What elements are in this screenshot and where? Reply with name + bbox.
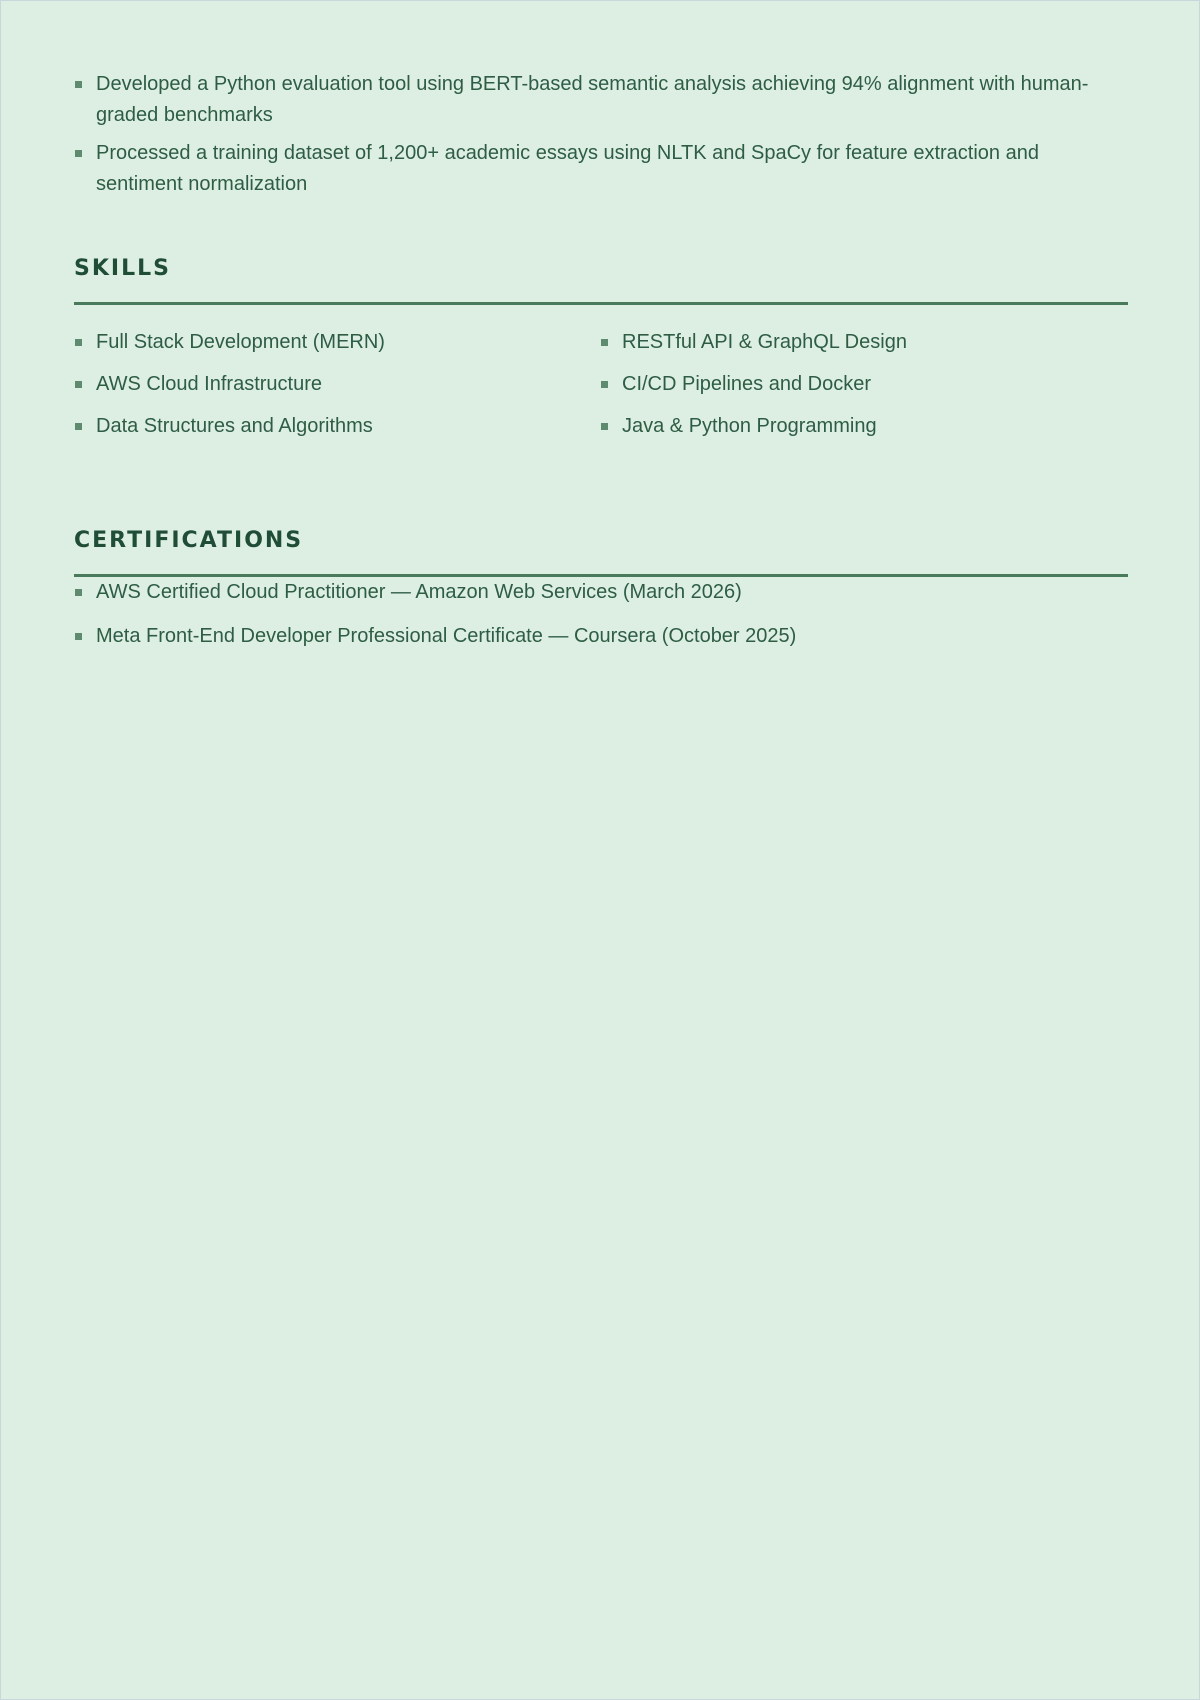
list-item (74, 369, 600, 400)
bullet-square-icon (75, 381, 82, 388)
certification-text: Meta Front-End Developer Professional Certificate — Coursera (October 2025) (96, 625, 797, 647)
skill-text: Data Structures and Algorithms (96, 415, 373, 437)
bullet-text: Developed a Python evaluation tool using BERT-based semantic analysis achieving 94% alignment with human-graded benchmarks (96, 73, 1089, 126)
bullet-square-icon (75, 633, 82, 640)
list-item (600, 369, 1126, 400)
certification-text: AWS Certified Cloud Practitioner — Amazon Web Services (March 2026) (96, 581, 742, 603)
skills-column-left (74, 327, 600, 453)
certifications-heading: CERTIFICATIONS (74, 528, 304, 553)
skills-heading: SKILLS (74, 256, 171, 281)
bullet-square-icon (601, 381, 608, 388)
list-item (74, 327, 600, 358)
experience-bullet-list (74, 69, 1128, 200)
skill-text: CI/CD Pipelines and Docker (622, 373, 871, 395)
list-item (74, 138, 1128, 200)
list-item (74, 621, 1128, 652)
skills-column-right (600, 327, 1126, 453)
skill-text: AWS Cloud Infrastructure (96, 373, 323, 395)
list-item (600, 411, 1126, 442)
list-item (600, 327, 1126, 358)
bullet-square-icon (601, 339, 608, 346)
bullet-text: Processed a training dataset of 1,200+ academic essays using NLTK and SpaCy for feature extraction and sentiment normalization (96, 142, 1039, 195)
skill-text: RESTful API & GraphQL Design (622, 331, 907, 353)
skill-text: Java & Python Programming (622, 415, 877, 437)
bullet-square-icon (75, 589, 82, 596)
bullet-square-icon (75, 423, 82, 430)
list-item (74, 577, 1128, 608)
bullet-square-icon (601, 423, 608, 430)
bullet-square-icon (75, 339, 82, 346)
bullet-square-icon (75, 81, 82, 88)
skills-divider (74, 302, 1128, 305)
skill-text: Full Stack Development (MERN) (96, 331, 385, 353)
resume-content (74, 69, 1128, 665)
bullet-square-icon (75, 150, 82, 157)
list-item (74, 411, 600, 442)
list-item (74, 69, 1128, 131)
skills-grid (74, 327, 1128, 453)
certifications-list (74, 577, 1128, 652)
